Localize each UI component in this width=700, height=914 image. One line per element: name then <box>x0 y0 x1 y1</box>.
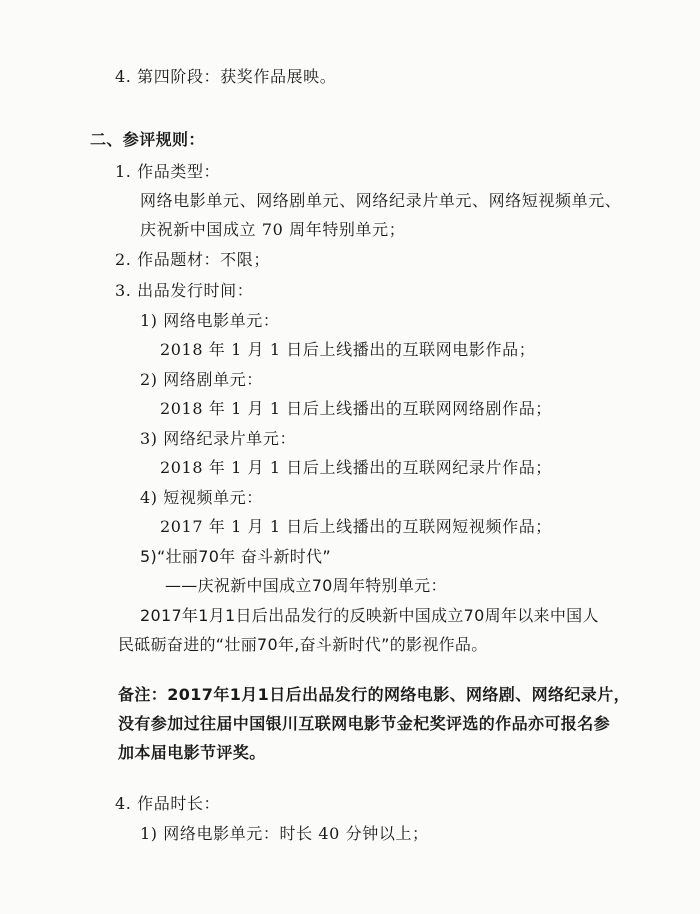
item3-sub4-label: 4) 短视频单元： <box>140 488 263 507</box>
item3-sub1-label: 1) 网络电影单元： <box>140 311 280 330</box>
item3-sub3-label: 3) 网络纪录片单元： <box>140 429 297 448</box>
note-line2: 没有参加过往届中国银川互联网电影节金杞奖评选的作品亦可报名参 <box>118 714 611 733</box>
item1-label: 1. 作品类型： <box>115 162 221 181</box>
item3-sub3-text: 2018 年 1 月 1 日后上线播出的互联网纪录片作品； <box>160 458 552 477</box>
item3-sub5-dash: ——庆祝新中国成立70周年特别单元： <box>165 576 447 595</box>
item3-sub5-text-line2: 民砥砺奋进的“壮丽70年,奋斗新时代”的影视作品。 <box>118 635 488 654</box>
item3-sub5-text-line1: 2017年1月1日后出品发行的反映新中国成立70周年以来中国人 <box>140 606 599 625</box>
item1-text-line2: 庆祝新中国成立 70 周年特别单元； <box>140 220 406 239</box>
section-title: 二、参评规则： <box>90 130 205 149</box>
item4-label: 4. 作品时长： <box>115 794 221 813</box>
item3-sub4-text: 2017 年 1 月 1 日后上线播出的互联网短视频作品； <box>160 517 552 536</box>
item3-sub2-label: 2) 网络剧单元： <box>140 370 263 389</box>
item3-label: 3. 出品发行时间： <box>115 281 254 300</box>
item1-text-line1: 网络电影单元、网络剧单元、网络纪录片单元、网络短视频单元、 <box>140 191 622 210</box>
note-line3: 加本届电影节评奖。 <box>118 743 266 762</box>
item4-sub1: 1) 网络电影单元：时长 40 分钟以上； <box>140 824 429 843</box>
item3-sub1-text: 2018 年 1 月 1 日后上线播出的互联网电影作品； <box>160 340 536 359</box>
stage4-line: 4. 第四阶段：获奖作品展映。 <box>115 67 337 86</box>
item2-label: 2. 作品题材：不限； <box>115 250 270 269</box>
item3-sub2-text: 2018 年 1 月 1 日后上线播出的互联网网络剧作品； <box>160 399 552 418</box>
note-line1: 备注：2017年1月1日后出品发行的网络电影、网络剧、网络纪录片， <box>118 685 630 704</box>
item3-sub5-label: 5)“壮丽70年 奋斗新时代” <box>140 547 331 566</box>
